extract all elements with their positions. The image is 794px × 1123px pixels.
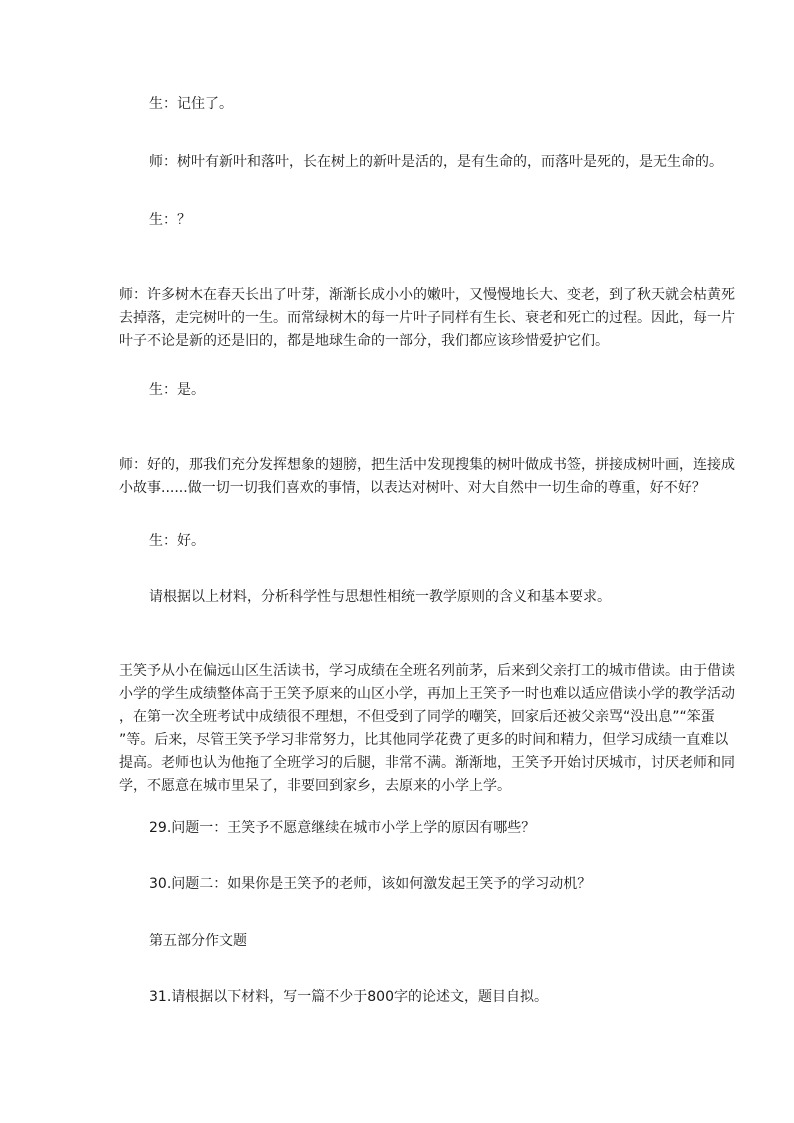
question-31: 31.请根据以下材料，写一篇不少于800字的论述文，题目自拟。 <box>149 989 548 1005</box>
student-line-yes: 生：是。 <box>149 382 205 398</box>
case-paragraph-wang-xiaoyu <box>119 660 735 798</box>
teacher-line-leaves: 师：树叶有新叶和落叶，长在树上的新叶是活的，是有生命的，而落叶是死的，是无生命的。 <box>149 154 723 170</box>
question-29: 29.问题一：王笑予不愿意继续在城市小学上学的原因有哪些？ <box>149 820 536 836</box>
text-row: 学，不愿意在城市里呆了，非要回到家乡，去原来的小学上学。 <box>119 778 511 794</box>
text-row: 小故事......做一切一切我们喜欢的事情，以表达对树叶、对大自然中一切生命的尊重，好不好？ <box>119 480 706 496</box>
text-row: 王笑予从小在偏远山区生活读书，学习成绩在全班名列前茅，后来到父亲打工的城市借读。由于借读 <box>119 663 735 679</box>
text-row: 叶子不论是新的还是旧的，都是地球生命的一部分，我们都应该珍惜爱护它们。 <box>119 333 609 349</box>
section-heading-part5: 第五部分作文题 <box>149 933 247 949</box>
student-line-ok: 生：好。 <box>149 533 205 549</box>
text-row: ”等。后来，尽管王笑予学习非常努力，比其他同学花费了更多的时间和精力，但学习成绩一直难以 <box>119 732 729 748</box>
teacher-paragraph-tree-life <box>119 284 735 353</box>
student-line-remembered: 生：记住了。 <box>149 96 233 112</box>
text-row: ，在第一次全班考试中成绩很不理想，不但受到了同学的嘲笑，回家后还被父亲骂“没出息”“笨蛋 <box>119 709 715 725</box>
teacher-paragraph-activities <box>119 454 735 500</box>
text-row: 去掉落，走完树叶的一生。而常绿树木的每一片叶子同样有生长、衰老和死亡的过程。因此，每一片 <box>119 310 735 326</box>
question-instruction: 请根据以上材料，分析科学性与思想性相统一教学原则的含义和基本要求。 <box>149 589 611 605</box>
student-line-question: 生：？ <box>149 212 191 228</box>
text-row: 师：许多树木在春天长出了叶芽，渐渐长成小小的嫩叶，又慢慢地长大、变老，到了秋天就会枯黄死 <box>119 287 735 303</box>
text-row: 小学的学生成绩整体高于王笑予原来的山区小学，再加上王笑予一时也难以适应借读小学的教学活动 <box>119 686 735 702</box>
text-row: 师：好的，那我们充分发挥想象的翅膀，把生活中发现搜集的树叶做成书签，拼接成树叶画，连接成 <box>119 457 735 473</box>
question-30: 30.问题二：如果你是王笑予的老师，该如何激发起王笑予的学习动机？ <box>149 876 592 892</box>
text-row: 提高。老师也认为他拖了全班学习的后腿，非常不满。渐渐地，王笑予开始讨厌城市，讨厌老师和同 <box>119 755 735 771</box>
